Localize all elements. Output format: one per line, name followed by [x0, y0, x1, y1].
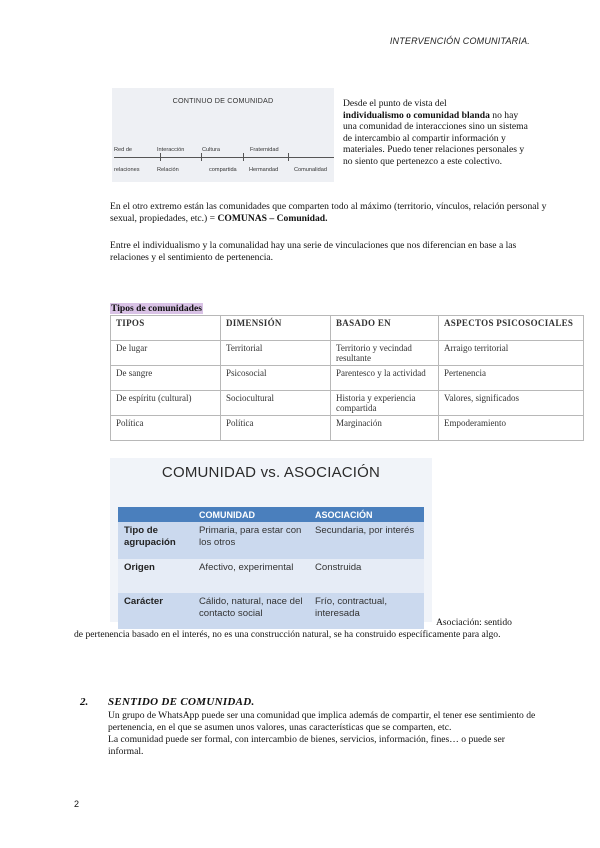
table-cell: De sangre: [111, 366, 221, 391]
page-number: 2: [74, 799, 80, 809]
continuum-label-interaccion: Interacción: [157, 147, 185, 153]
table-cell: Valores, significados: [439, 391, 584, 416]
cva-row: [118, 559, 424, 593]
pov-intro: Desde el punto de vista del: [343, 98, 447, 109]
continuum-title: CONTINUO DE COMUNIDAD: [172, 96, 274, 105]
cva-header-empty: [118, 507, 194, 522]
table-cell: De lugar: [111, 341, 221, 366]
continuum-label-fraternidad: Fraternidad: [250, 147, 279, 153]
table-cell: Parentesco y la actividad: [331, 366, 439, 391]
continuum-figure: [112, 88, 334, 182]
page-header: INTERVENCIÓN COMUNITARIA.: [389, 36, 530, 46]
cva-title: COMUNIDAD vs. ASOCIACIÓN: [161, 464, 381, 481]
table-header-row: [111, 316, 584, 341]
table-row: [111, 341, 584, 366]
table-cell: Marginación: [331, 416, 439, 441]
table-cell: Arraigo territorial: [439, 341, 584, 366]
continuum-tick: [243, 153, 244, 161]
extreme-paragraph: [110, 201, 550, 225]
cva-row-label: Tipo de agrupación: [124, 525, 176, 548]
cva-header-row: [118, 507, 424, 522]
cva-row: [118, 593, 424, 629]
continuum-label-comunalidad: Comunalidad: [294, 167, 327, 173]
table-cell: Historia y experiencia compartida: [331, 391, 439, 416]
table-cell: Política: [221, 416, 331, 441]
table-cell: Pertenencia: [439, 366, 584, 391]
cva-cell: Secundaria, por interés: [315, 525, 415, 536]
table-cell: Psicosocial: [221, 366, 331, 391]
cva-cell: Primaria, para estar con los otros: [199, 525, 302, 548]
cva-cell: Frío, contractual, interesada: [315, 596, 387, 619]
cva-cell: Construida: [315, 562, 362, 573]
cva-header-asociacion: ASOCIACIÓN: [315, 510, 373, 520]
continuum-label-compartida: compartida: [209, 167, 237, 173]
section-number: 2.: [80, 696, 89, 708]
table-cell: Territorio y vecindad resultante: [331, 341, 439, 366]
table-header: DIMENSIÓN: [221, 316, 331, 341]
cva-row-label: Origen: [124, 562, 155, 573]
table-cell: Sociocultural: [221, 391, 331, 416]
pov-bold: individualismo o comunidad blanda: [343, 109, 490, 121]
continuum-label-cultura: Cultura: [202, 147, 221, 153]
continuum-label-hermandad: Hermandad: [249, 167, 279, 173]
tipos-table: [110, 315, 584, 441]
section-title: SENTIDO DE COMUNIDAD.: [108, 696, 255, 708]
continuum-axis: [114, 157, 334, 158]
asociacion-paragraph-start: Asociación: sentido: [436, 617, 512, 628]
continuum-label-relaciones: relaciones: [114, 167, 140, 173]
asociacion-paragraph-rest: de pertenencia basado en el interés, no es una construcción natural, se ha construido específicamente para algo.: [74, 629, 501, 640]
table-row: [111, 416, 584, 441]
table-header: ASPECTOS PSICOSOCIALES: [439, 316, 584, 341]
section-body: [108, 710, 540, 758]
cva-table: [118, 507, 424, 629]
comunidad-vs-asociacion-figure: [110, 458, 432, 622]
extreme-text: En el otro extremo están las comunidades que comparten todo al máximo (territorio, vínculos, relación personal y sexual, propiedades, etc.) =: [110, 201, 547, 224]
table-cell: Empoderamiento: [439, 416, 584, 441]
continuum-tick: [201, 153, 202, 161]
pov-rest: no hay una comunidad de interacciones sino un sistema de intercambio al compartir información y materiales. Puedo tener relaciones personales y no siento que pertenezco a este colectivo.: [343, 109, 528, 167]
cva-row-label: Carácter: [124, 596, 163, 607]
cva-cell: Afectivo, experimental: [199, 562, 294, 573]
cva-row: [118, 522, 424, 559]
table-row: [111, 366, 584, 391]
continuum-tick: [288, 153, 289, 161]
tipos-title: Tipos de comunidades: [111, 303, 202, 314]
continuum-tick: [160, 153, 161, 161]
section-paragraph: Un grupo de WhatsApp puede ser una comunidad que implica además de compartir, el tener ese sentimiento de pertenencia, en el que se asumen unos valores, unas características que se comparten, etc.: [108, 710, 536, 733]
continuum-label-red-de: Red de: [114, 147, 133, 153]
extreme-bold: COMUNAS – Comunidad.: [217, 213, 328, 224]
cva-header-comunidad: COMUNIDAD: [199, 510, 255, 520]
table-header: TIPOS: [111, 316, 221, 341]
continuum-label-relacion: Relación: [157, 167, 179, 173]
table-cell: Política: [111, 416, 221, 441]
individualism-paragraph: [343, 98, 528, 168]
table-cell: Territorial: [221, 341, 331, 366]
section-paragraph: La comunidad puede ser formal, con intercambio de bienes, servicios, información, fines… o puede ser informal.: [108, 734, 505, 757]
table-cell: De espíritu (cultural): [111, 391, 221, 416]
cva-cell: Cálido, natural, nace del contacto social: [199, 596, 303, 619]
table-header: BASADO EN: [331, 316, 439, 341]
table-row: [111, 391, 584, 416]
between-paragraph: Entre el individualismo y la comunalidad hay una serie de vinculaciones que nos diferencian en base a las relaciones y el sentimiento de pertenencia.: [110, 240, 517, 263]
